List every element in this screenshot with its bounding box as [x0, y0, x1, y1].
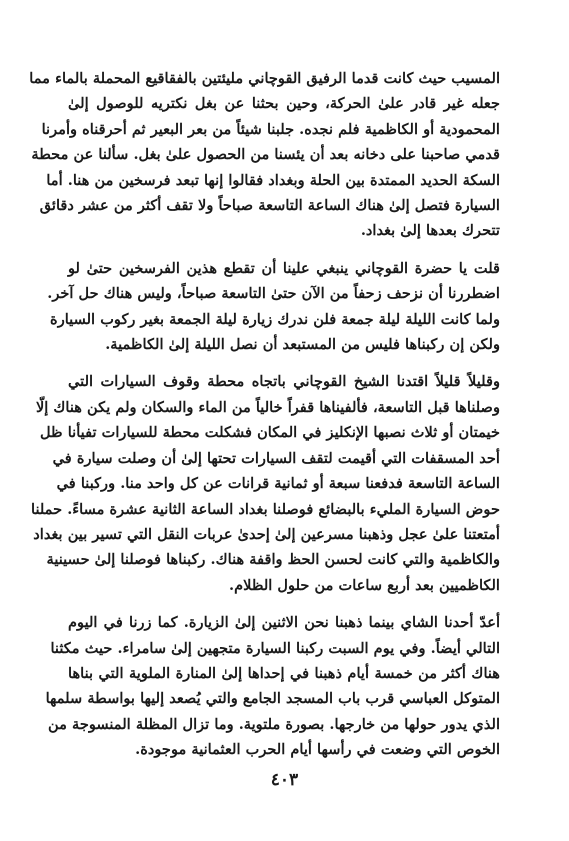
- paragraph-1: [29, 66, 500, 244]
- text-line: وصلناها قبل التاسعة، فألفيناها قفراً خالياً من الماء والسكان ولم يكن هناك إلّا: [35, 398, 500, 416]
- text-line: وقليلاً قليلاً اقتدنا الشيخ القوچاني باتجاه محطة وقوف السيارات التي: [68, 373, 500, 391]
- text-line: الكاظميين بعد أربع ساعات من حلول الظلام.: [229, 576, 500, 594]
- text-line: أحد المسقفات التي أقيمت لتقف السيارات تحتها إلىٰ أن وصلت سيارة في: [52, 449, 500, 467]
- text-line: تتحرك بعدها إلىٰ بغداد.: [360, 222, 500, 240]
- paragraph-2: [47, 256, 500, 358]
- text-line: الذي يدور حولها من خارجها. بصورة ملتوية. وما تزال المظلة المنسوجة من: [47, 715, 500, 733]
- text-line: الساعة التاسعة فدفعنا سبعة أو ثمانية قرانات عن كل واحد منا. وركبنا في: [56, 475, 500, 493]
- text-line: السيارة فتصل إلىٰ هناك الساعة التاسعة صباحاً ولا تقف أكثر من عشر دقائق: [39, 197, 500, 215]
- text-line: قدمي صاحبنا على دخانه بعد أن يئسنا من الحصول علىٰ بغل. سألنا عن محطة: [31, 146, 500, 164]
- text-line: ولكن إن ركبناها فليس من المستبعد أن نصل الليلة إلىٰ الكاظمية.: [105, 336, 500, 354]
- text-line: المتوكل العباسي قرب باب المسجد الجامع والتي يُصعد إليها بواسطة سلمها: [45, 690, 500, 708]
- text-line: المسيب حيث كانت قدما الرفيق القوچاني مليئتين بالفقاقيع المحملة بالماء مما: [29, 70, 500, 87]
- text-line: أمتعتنا علىٰ عجل وذهبنا مسرعين إلىٰ إحدىٰ عربات النقل التي تسير بين بغداد: [33, 525, 500, 543]
- text-line: قلت يا حضرة القوچاني ينبغي علينا أن تقطع هذين الفرسخين حتىٰ لو: [68, 259, 500, 277]
- text-line: حوض السيارة المليء بالبضائع فوصلنا بغداد الساعة الثانية عشرة مساءً. حملنا: [31, 500, 500, 518]
- text-line: السكة الحديد الممتدة بين الحلة وبغداد فقالوا إنها تبعد فرسخين من هنا. أما: [46, 171, 500, 189]
- text-line: والكاظمية والتي كانت لحسن الحظ واقفة هناك. ركبناها فوصلنا إلىٰ حسينية: [46, 551, 500, 569]
- text-line: هناك أكثر من خمسة أيام ذهبنا في إحداها إلىٰ المنارة الملوية التي بناها: [68, 664, 500, 682]
- body-text: [29, 66, 500, 775]
- text-line: التالي أيضاً. وفي يوم السبت ركبنا السيارة متجهين إلىٰ سامراء. حيث مكثنا: [50, 639, 500, 657]
- paragraph-3: [31, 369, 500, 598]
- text-line: أعدّ أحدنا الشاي بينما ذهبنا نحن الاثنين إلىٰ الزيارة. كما زرنا في اليوم: [68, 614, 500, 632]
- text-line: الخوص التي وضعت في رأسها أيام الحرب العثمانية موجودة.: [135, 741, 500, 759]
- text-line: ولما كانت الليلة ليلة جمعة فلن ندرك زيارة ليلة الجمعة بغير ركوب السيارة: [50, 310, 500, 328]
- text-line: خيمتان أو ثلاث نصبها الإنكليز في المكان فشكلت محطة للسيارات تفيأنا ظل: [39, 424, 500, 442]
- page-number: ٤٠٣: [270, 770, 299, 790]
- text-line: المحمودية أو الكاظمية فلم نجده. جلبنا شيئاً من بعر البعير ثم أحرقناه وأمرنا: [41, 120, 500, 138]
- text-line: اضطررنا أن نزحف زحفاً من الآن حتىٰ التاسعة صباحاً، وليس هناك حل آخر.: [47, 285, 500, 303]
- paragraph-4: [45, 610, 500, 762]
- text-line: جعله غير قادر علىٰ الحركة، وحين بحثنا عن بغل نكتريه للوصول إلىٰ: [68, 95, 500, 113]
